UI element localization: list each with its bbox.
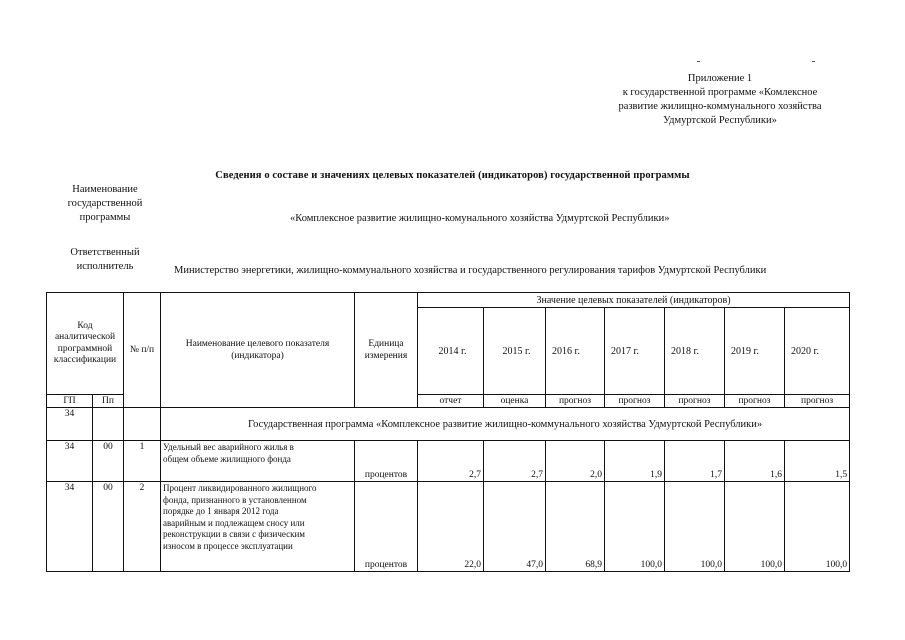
name-header-line: (индикатора) bbox=[231, 351, 284, 361]
row-value: 100,0 bbox=[785, 482, 850, 572]
row-name bbox=[161, 482, 355, 572]
unit-header-line: Единица bbox=[368, 339, 404, 349]
row-unit: процентов bbox=[355, 482, 418, 572]
name-header bbox=[161, 293, 355, 408]
row-value: 47,0 bbox=[484, 482, 546, 572]
row-value: 68,9 bbox=[546, 482, 605, 572]
year-cell: 2015 г. bbox=[484, 308, 546, 395]
table-row bbox=[47, 441, 850, 482]
code-header-line: аналитической bbox=[54, 332, 116, 342]
executor-label-line: Ответственный bbox=[70, 247, 140, 258]
program-label-line: Наименование bbox=[72, 184, 138, 195]
values-header: Значение целевых показателей (индикаторов) bbox=[418, 293, 850, 308]
status-cell: прогноз bbox=[785, 395, 850, 408]
row-name bbox=[161, 441, 355, 482]
program-label-line: программы bbox=[79, 212, 131, 223]
code-header-line: программной bbox=[57, 343, 113, 354]
row-value: 2,7 bbox=[484, 441, 546, 482]
status-cell: прогноз bbox=[725, 395, 785, 408]
row-value: 2,7 bbox=[418, 441, 484, 482]
year-cell: 2017 г. bbox=[605, 308, 665, 395]
num-header: № п/п bbox=[124, 293, 161, 408]
row-name-line: порядке до 1 января 2012 года bbox=[163, 506, 279, 516]
code-header-line: классификации bbox=[53, 355, 117, 365]
program-label-line: государственной bbox=[67, 198, 143, 209]
status-cell: прогноз bbox=[665, 395, 725, 408]
row-name-line: Процент ликвидированного жилищного bbox=[163, 483, 317, 493]
row-value: 22,0 bbox=[418, 482, 484, 572]
status-cell: оценка bbox=[484, 395, 546, 408]
executor-value: Министерство энергетики, жилищно-коммунального хозяйства и государственного регулирования тарифов Удмуртской Республики bbox=[174, 265, 767, 276]
row-name-line: износом в процессе эксплуатации bbox=[163, 540, 293, 551]
gp-header: ГП bbox=[47, 395, 93, 408]
scan-dot bbox=[697, 61, 700, 62]
row-value: 1,6 bbox=[725, 441, 785, 482]
code-header bbox=[47, 293, 124, 395]
row-value: 1,5 bbox=[785, 441, 850, 482]
row-value: 2,0 bbox=[546, 441, 605, 482]
program-gp: 34 bbox=[47, 408, 93, 441]
row-gp: 34 bbox=[47, 482, 93, 572]
table-row bbox=[47, 482, 850, 572]
row-value: 100,0 bbox=[665, 482, 725, 572]
unit-header-line: измерения bbox=[364, 351, 408, 361]
program-row-text: Государственная программа «Комплексное развитие жилищно-коммунального хозяйства Удмуртской Республики» bbox=[161, 408, 850, 441]
year-cell: 2018 г. bbox=[665, 308, 725, 395]
row-value: 1,7 bbox=[665, 441, 725, 482]
status-cell: прогноз bbox=[605, 395, 665, 408]
appendix-line: развитие жилищно-коммунального хозяйства bbox=[618, 101, 822, 112]
pp-header: Пп bbox=[93, 395, 124, 408]
row-name-line: аварийным и подлежащем сносу или bbox=[163, 517, 305, 528]
header-row bbox=[47, 293, 850, 308]
appendix-block bbox=[560, 72, 880, 128]
year-cell: 2019 г. bbox=[725, 308, 785, 395]
year-cell: 2020 г. bbox=[785, 308, 850, 395]
row-name-line: общем объеме жилищного фонда bbox=[163, 453, 291, 464]
program-label bbox=[50, 183, 160, 225]
executor-label-line: исполнитель bbox=[76, 261, 134, 272]
row-value: 1,9 bbox=[605, 441, 665, 482]
appendix-line: Удмуртской Республики» bbox=[663, 115, 777, 126]
status-cell: прогноз bbox=[546, 395, 605, 408]
row-pp: 00 bbox=[93, 482, 124, 572]
year-cell: 2016 г. bbox=[546, 308, 605, 395]
code-header-line: Код bbox=[77, 320, 93, 331]
row-num: 2 bbox=[124, 482, 161, 572]
program-value: «Комплексное развитие жилищно-комунального хозяйства Удмуртской Республики» bbox=[290, 213, 670, 224]
row-name-line: фонда, признанного в установленном bbox=[163, 494, 307, 505]
row-num: 1 bbox=[124, 441, 161, 482]
appendix-line: к государственной программе «Комлексное bbox=[622, 87, 818, 98]
name-header-line: Наименование целевого показателя bbox=[185, 339, 330, 349]
row-gp: 34 bbox=[47, 441, 93, 482]
status-cell: отчет bbox=[418, 395, 484, 408]
row-pp: 00 bbox=[93, 441, 124, 482]
empty-cell bbox=[93, 408, 124, 441]
unit-header bbox=[355, 293, 418, 408]
row-unit: процентов bbox=[355, 441, 418, 482]
row-name-line: Удельный вес аварийного жилья в bbox=[163, 442, 294, 452]
year-cell: 2014 г. bbox=[418, 308, 484, 395]
document-title: Сведения о составе и значениях целевых показателей (индикаторов) государственной программы bbox=[215, 170, 690, 181]
row-value: 100,0 bbox=[605, 482, 665, 572]
program-row bbox=[47, 408, 850, 441]
row-name-line: реконструкции в связи с физическим bbox=[163, 529, 305, 539]
executor-label bbox=[50, 246, 160, 274]
empty-cell bbox=[124, 408, 161, 441]
scan-dot bbox=[812, 61, 815, 62]
row-value: 100,0 bbox=[725, 482, 785, 572]
appendix-line: Приложение 1 bbox=[687, 73, 753, 84]
indicators-table bbox=[46, 292, 850, 572]
